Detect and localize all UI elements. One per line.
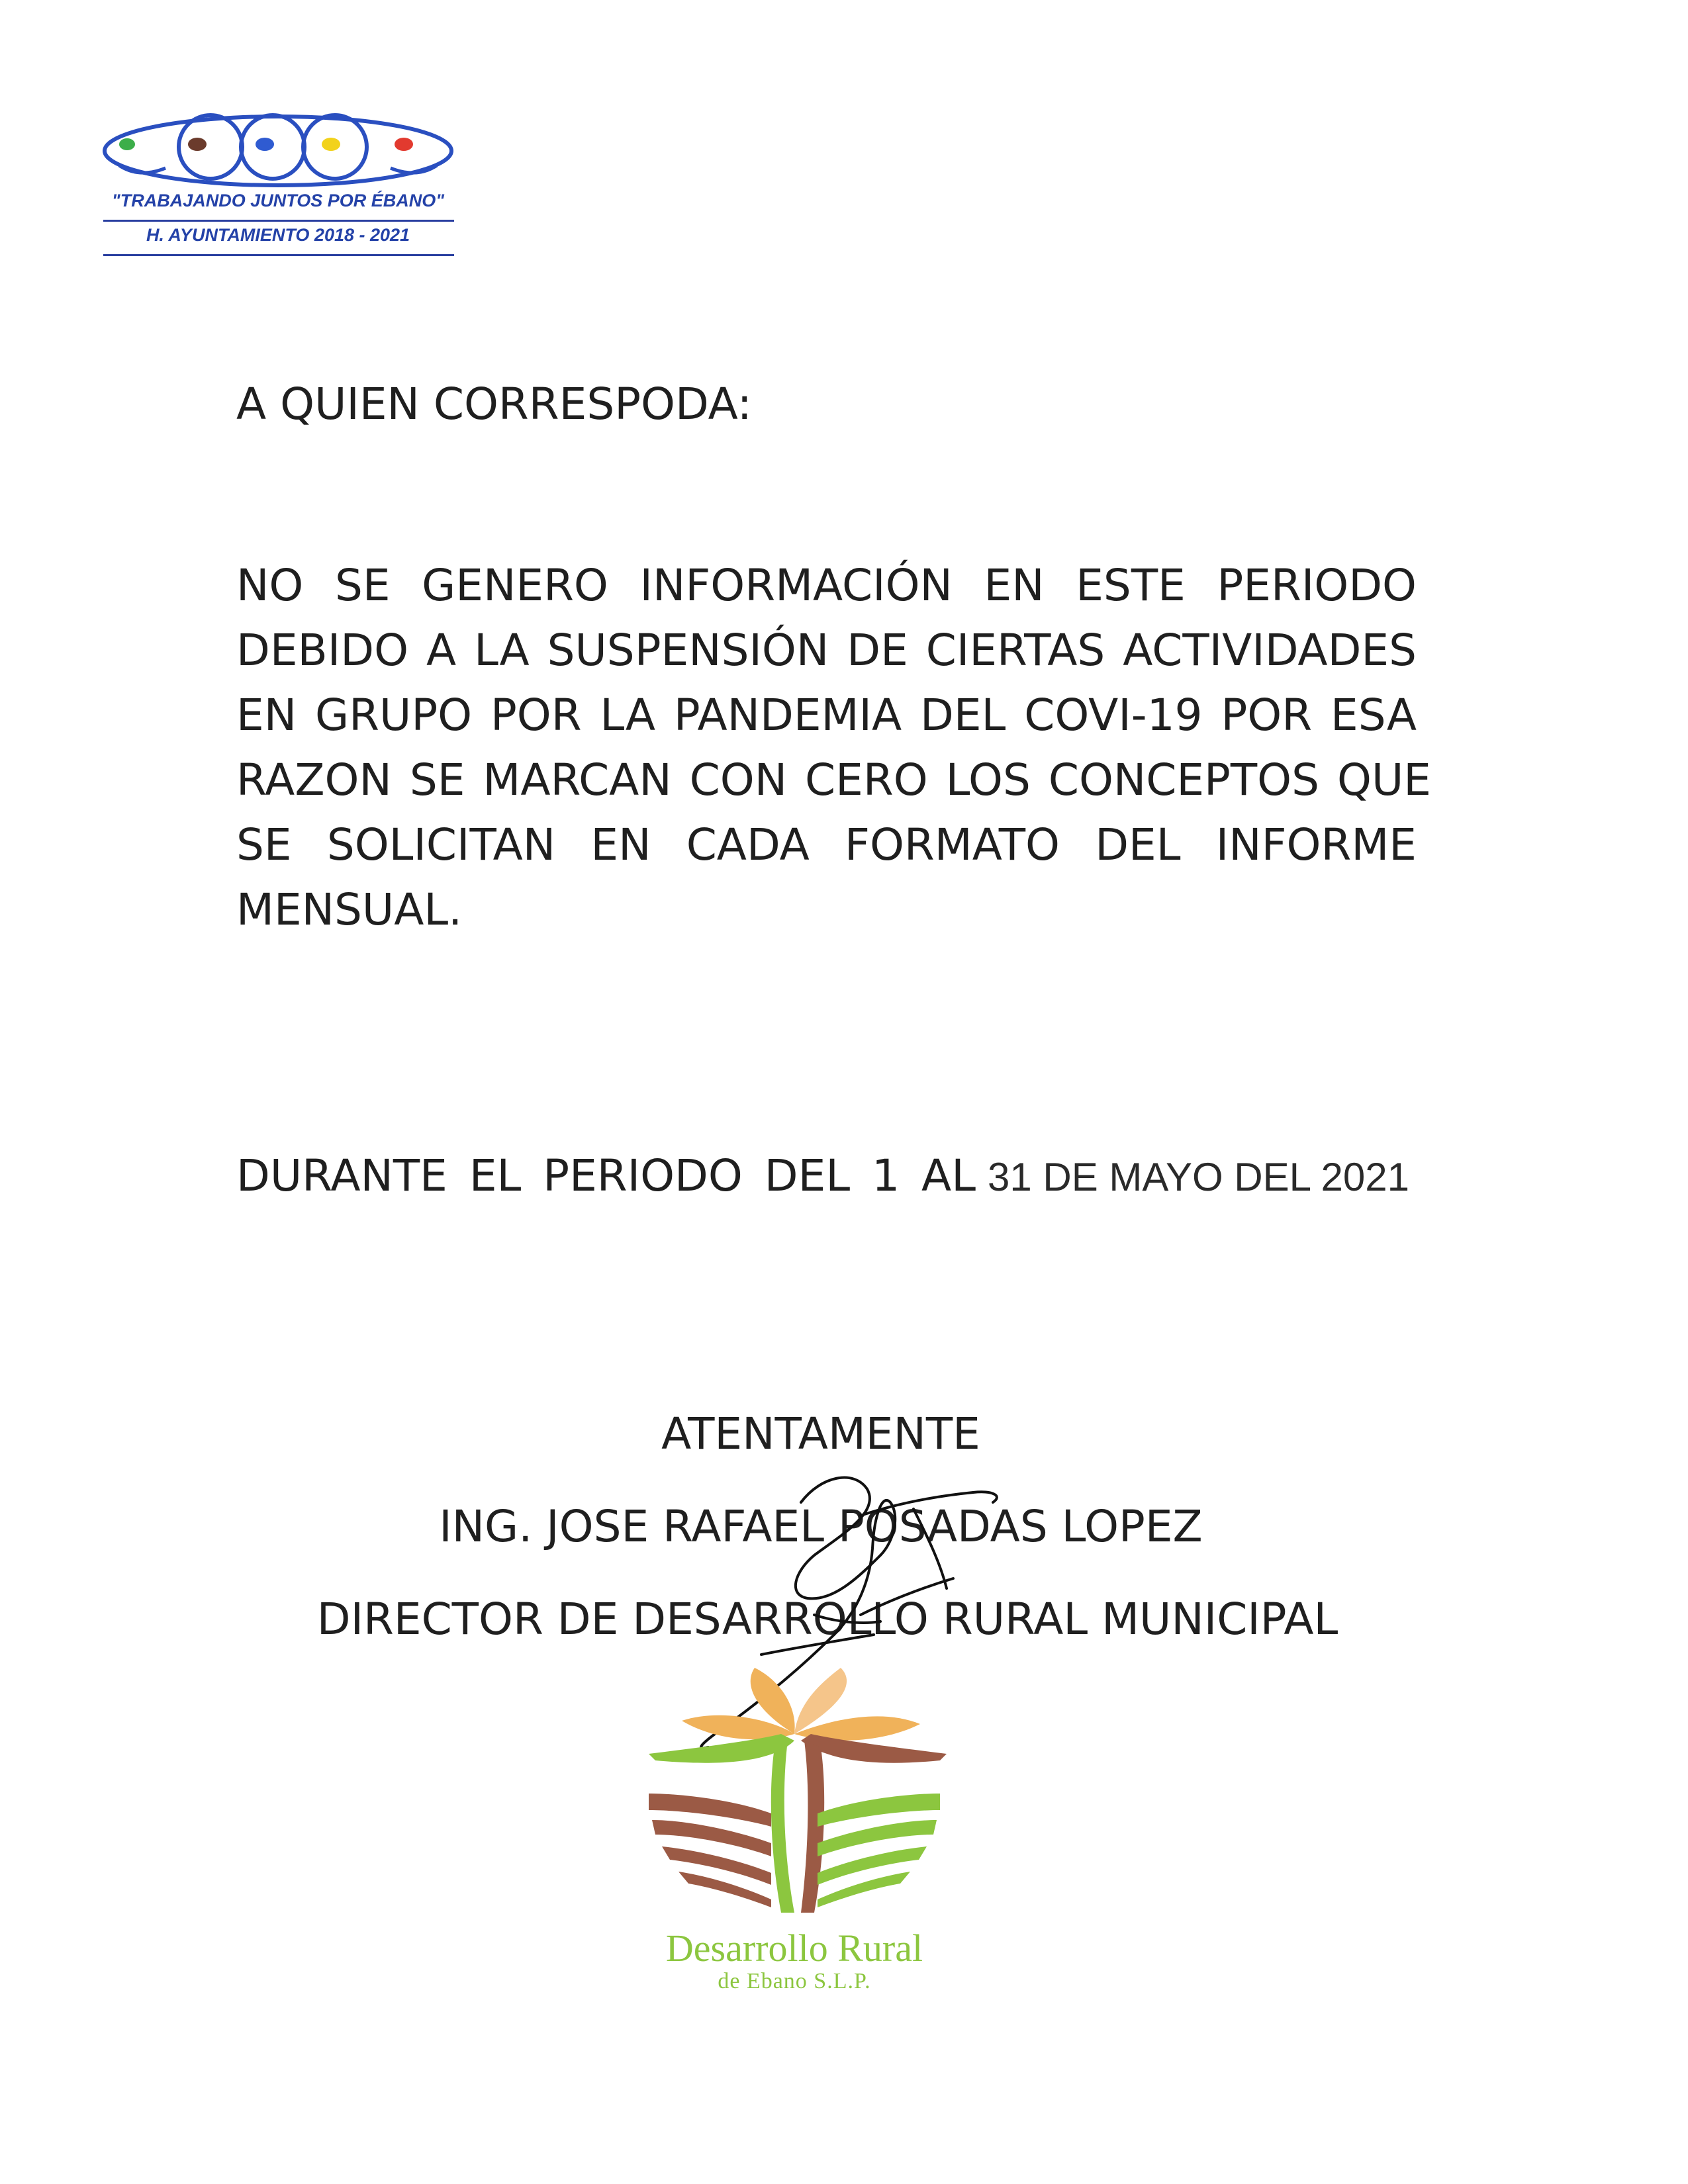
body-line: DEBIDO A LA SUSPENSIÓN DE CIERTAS ACTIVIDADES — [236, 625, 1417, 676]
municipal-period: H. AYUNTAMIENTO 2018 - 2021 — [146, 225, 410, 245]
rings-emblem-icon — [99, 113, 457, 192]
signatory-title: DIRECTOR DE DESARROLLO RURAL MUNICIPAL — [316, 1594, 1338, 1645]
body-line: MENSUAL. — [236, 884, 463, 935]
body-line: RAZON SE MARCAN CON CERO LOS CONCEPTOS QUE — [236, 754, 1431, 805]
header-divider — [103, 220, 454, 222]
signature-closing: ATENTAMENTE — [661, 1408, 980, 1459]
period-statement — [236, 1150, 1409, 1201]
signatory-name: ING. JOSE RAFAEL POSADAS LOPEZ — [439, 1501, 1203, 1552]
rural-logo-subtitle: de Ebano S.L.P. — [718, 1969, 871, 1993]
letter-greeting: A QUIEN CORRESPODA: — [236, 379, 752, 430]
period-prefix: DURANTE EL PERIODO DEL 1 AL — [236, 1150, 976, 1201]
body-line: EN GRUPO POR LA PANDEMIA DEL COVI-19 POR ESA — [236, 690, 1417, 741]
letter-body — [236, 553, 1431, 942]
rural-logo-name: Desarrollo Rural — [665, 1927, 923, 1970]
body-line: NO SE GENERO INFORMACIÓN EN ESTE PERIODO — [236, 560, 1417, 611]
rural-development-logo — [629, 1661, 960, 2032]
period-date: 31 DE MAYO DEL 2021 — [987, 1155, 1409, 1199]
municipal-slogan: "TRABAJANDO JUNTOS POR ÉBANO" — [111, 191, 445, 210]
header-divider-bottom — [103, 254, 454, 256]
tree-hands-emblem-icon — [629, 1661, 960, 1933]
body-line: SE SOLICITAN EN CADA FORMATO DEL INFORME — [236, 819, 1417, 870]
municipal-logo — [99, 113, 457, 271]
